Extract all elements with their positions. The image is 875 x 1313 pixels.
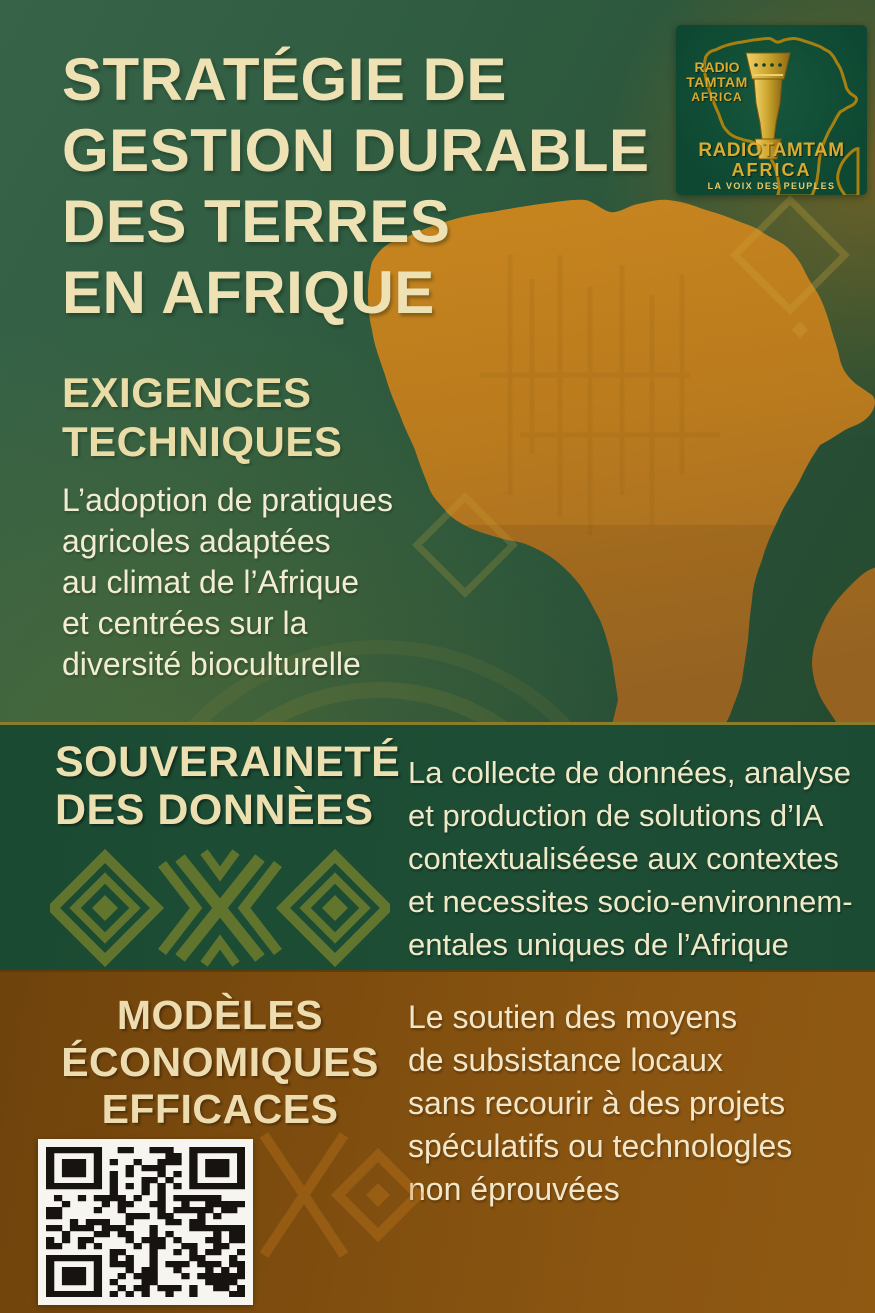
radiotamtam-logo — [676, 25, 867, 195]
body-line: agricoles adaptées — [62, 523, 331, 559]
body-line: de subsistance locaux — [408, 1042, 723, 1078]
body-line: entales uniques de l’Afrique — [408, 927, 789, 962]
body-line: spéculatifs ou technologles — [408, 1128, 793, 1164]
heading-line: SOUVERAINETÉ — [55, 738, 401, 786]
logo-mark-line: RADIO — [694, 59, 740, 75]
heading-line: ÉCONOMIQUES — [61, 1039, 379, 1085]
heading-line: DES DONNÈES — [55, 786, 374, 834]
body-line: et production de solutions d’IA — [408, 798, 824, 833]
logo-name: RADIOTAMTAM — [698, 140, 845, 161]
logo-mark-line: AFRICA — [691, 90, 743, 104]
body-line: et necessites socio-environnem- — [408, 884, 853, 919]
section-body-modeles — [408, 996, 792, 1211]
section-heading-souverainete — [55, 738, 400, 834]
title-line: GESTION DURABLE — [62, 117, 650, 184]
body-line: diversité bioculturelle — [62, 646, 361, 682]
title-line: STRATÉGIE DE — [62, 46, 507, 113]
logo-name: AFRICA — [731, 160, 812, 180]
heading-line: MODÈLES — [116, 992, 324, 1038]
section-heading-exigences — [62, 368, 342, 466]
section-body-souverainete — [408, 751, 853, 966]
title-line: EN AFRIQUE — [62, 259, 435, 326]
body-line: au climat de l’Afrique — [62, 564, 360, 600]
body-line: L’adoption de pratiques — [62, 482, 393, 518]
logo-wordmark — [684, 60, 750, 105]
qr-code — [38, 1139, 253, 1305]
kente-pattern-faint-icon — [256, 1127, 426, 1267]
body-line: et centrées sur la — [62, 605, 308, 641]
section-heading-modeles — [30, 992, 410, 1133]
body-line: sans recourir à des projets — [408, 1085, 786, 1121]
body-line: La collecte de données, analyse — [408, 755, 851, 790]
logo-tagline: LA VOIX DES PEUPLES — [707, 181, 836, 191]
section-modeles — [0, 970, 875, 1313]
heading-line: TECHNIQUES — [62, 418, 343, 465]
heading-line: EXIGENCES — [62, 369, 312, 416]
body-line: non éprouvées — [408, 1171, 620, 1207]
body-line: Le soutien des moyens — [408, 999, 738, 1035]
kente-pattern-icon — [50, 848, 390, 968]
section-souverainete — [0, 722, 875, 970]
page-title — [62, 44, 722, 328]
section-body-exigences — [62, 480, 393, 685]
heading-line: EFFICACES — [101, 1086, 339, 1132]
title-line: DES TERRES — [62, 188, 451, 255]
body-line: contextualiséese aux contextes — [408, 841, 839, 876]
logo-mark-line: TAMTAM — [686, 74, 748, 90]
